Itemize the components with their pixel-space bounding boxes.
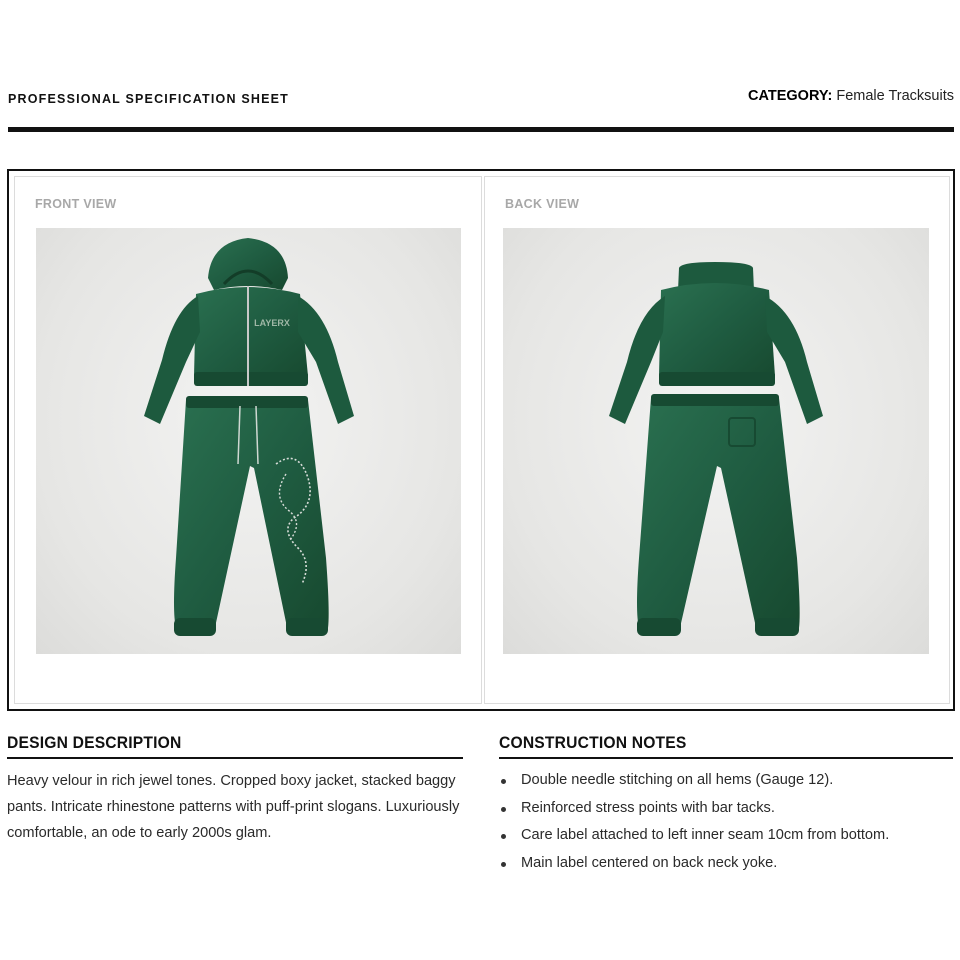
construction-note: Main label centered on back neck yoke.: [499, 850, 959, 878]
front-view-image: [36, 228, 461, 654]
category-value: Female Tracksuits: [836, 88, 954, 104]
front-tracksuit-illustration: [36, 228, 461, 654]
back-view-image: [503, 228, 929, 654]
category: [748, 88, 954, 104]
brand-logo-text: LAYERX: [254, 318, 290, 328]
back-view-panel: [484, 176, 950, 704]
construction-note: Reinforced stress points with bar tacks.: [499, 795, 959, 823]
header-rule: [8, 127, 954, 132]
design-description-title: DESIGN DESCRIPTION: [7, 733, 182, 752]
front-view-panel: [14, 176, 482, 704]
construction-note: Care label attached to left inner seam 10cm from bottom.: [499, 822, 959, 850]
construction-notes-title: CONSTRUCTION NOTES: [499, 733, 687, 752]
back-view-label: BACK VIEW: [505, 197, 580, 211]
front-view-label: FRONT VIEW: [35, 197, 117, 211]
sheet-header: [8, 86, 954, 110]
design-description-rule: [7, 757, 463, 759]
construction-notes-list: [499, 767, 959, 877]
construction-note: Double needle stitching on all hems (Gauge 12).: [499, 767, 959, 795]
design-description-text: Heavy velour in rich jewel tones. Cropped boxy jacket, stacked baggy pants. Intricate rhinestone patterns with puff-print slogans. Luxuriously comfortable, an ode to early 2000s glam.: [7, 773, 460, 841]
category-label: CATEGORY:: [748, 88, 833, 104]
views-frame: [7, 169, 955, 711]
construction-notes-rule: [499, 757, 953, 759]
back-tracksuit-illustration: [503, 228, 929, 654]
sheet-title: PROFESSIONAL SPECIFICATION SHEET: [8, 92, 290, 106]
